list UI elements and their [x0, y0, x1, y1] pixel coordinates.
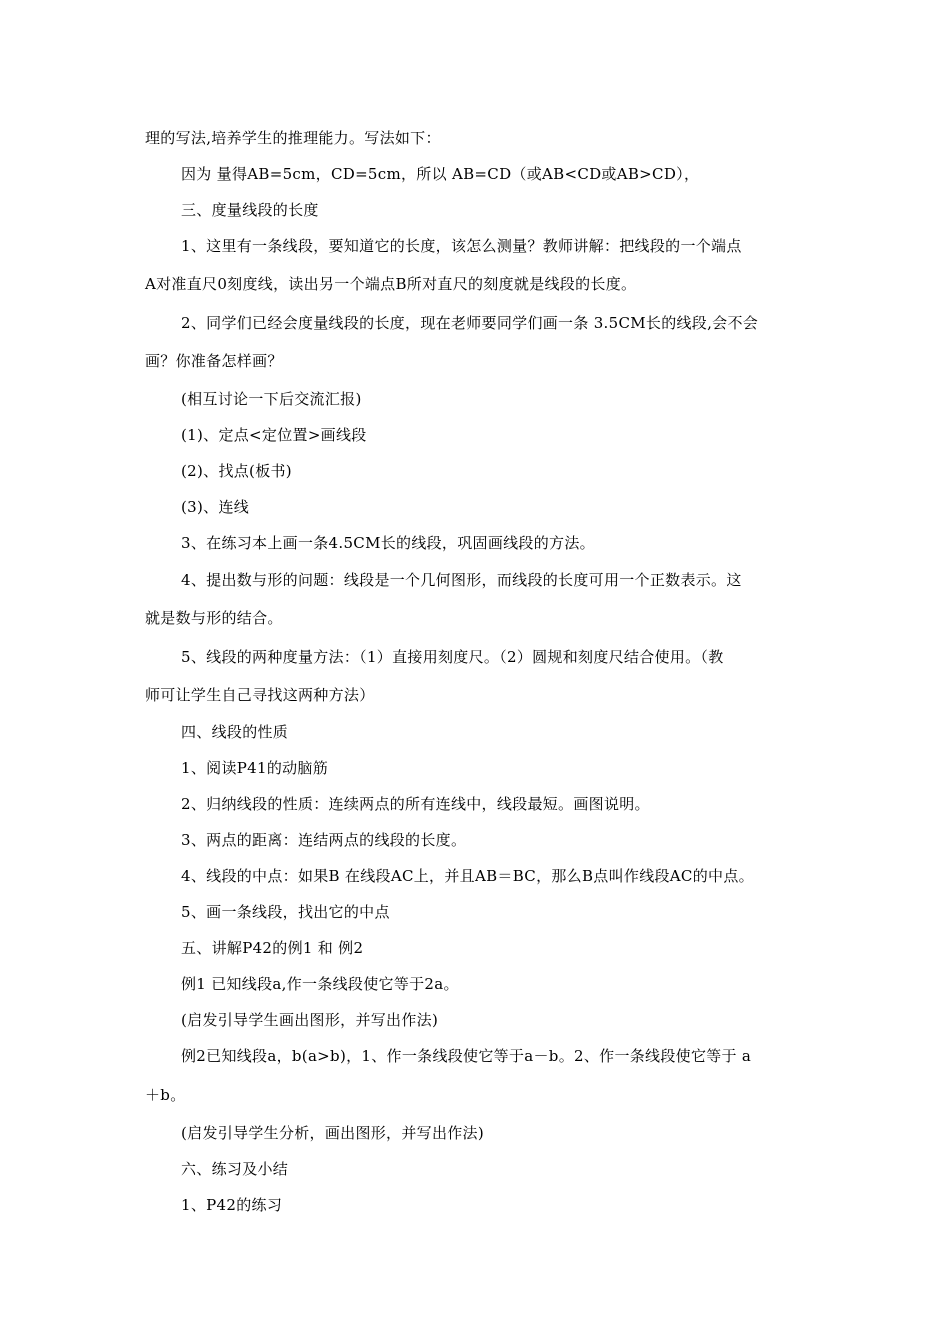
list-item: 1、阅读P41的动脑筋 — [181, 759, 329, 777]
paragraph-line: 3、在练习本上画一条4.5CM长的线段，巩固画线段的方法。 — [181, 534, 595, 552]
section-heading: 五、讲解P42的例1 和 例2 — [181, 939, 364, 957]
paragraph-line: 因为 量得AB=5cm，CD=5cm，所以 AB=CD（或AB<CD或AB>CD）， — [181, 165, 700, 183]
paragraph-line: 就是数与形的结合。 — [145, 609, 283, 627]
paragraph-line: 4、提出数与形的问题：线段是一个几何图形，而线段的长度可用一个正数表示。这 — [181, 571, 742, 589]
list-item: 5、画一条线段，找出它的中点 — [181, 903, 390, 921]
list-item: 3、两点的距离：连结两点的线段的长度。 — [181, 831, 467, 849]
list-item: (1)、定点<定位置>画线段 — [181, 426, 367, 444]
list-item: 1、P42的练习 — [181, 1196, 283, 1214]
list-item: 2、归纳线段的性质：连续两点的所有连线中，线段最短。画图说明。 — [181, 795, 650, 813]
section-heading: 四、线段的性质 — [181, 723, 289, 741]
paragraph-line: 画？你准备怎样画？ — [145, 352, 283, 370]
list-item: 4、线段的中点：如果B 在线段AC上，并且AB＝BC，那么B点叫作线段AC的中点。 — [181, 867, 754, 885]
paragraph-line: 2、同学们已经会度量线段的长度，现在老师要同学们画一条 3.5CM长的线段,会不会 — [181, 314, 759, 332]
section-heading: 三、度量线段的长度 — [181, 201, 319, 219]
list-item: (2)、找点(板书) — [181, 462, 292, 480]
section-heading: 六、练习及小结 — [181, 1160, 289, 1178]
list-item: (3)、连线 — [181, 498, 250, 516]
paragraph-line: 师可让学生自己寻找这两种方法） — [145, 686, 375, 704]
paragraph-line: (启发引导学生分析，画出图形，并写出作法) — [181, 1124, 485, 1142]
paragraph-line: 理的写法,培养学生的推理能力。写法如下： — [145, 129, 441, 147]
paragraph-line: 例1 已知线段a,作一条线段使它等于2a。 — [181, 975, 459, 993]
paragraph-line: 例2已知线段a，b(a>b)，1、作一条线段使它等于a－b。2、作一条线段使它等于 a — [181, 1047, 752, 1065]
paragraph-line: A对准直尺0刻度线，读出另一个端点B所对直尺的刻度就是线段的长度。 — [145, 275, 637, 293]
paragraph-line: 5、线段的两种度量方法：（1）直接用刻度尺。（2）圆规和刻度尺结合使用。（教 — [181, 648, 724, 666]
paragraph-line: ＋b。 — [145, 1086, 186, 1104]
paragraph-line: (启发引导学生画出图形，并写出作法) — [181, 1011, 439, 1029]
paragraph-line: 1、这里有一条线段，要知道它的长度，该怎么测量？教师讲解：把线段的一个端点 — [181, 237, 742, 255]
paragraph-line: (相互讨论一下后交流汇报) — [181, 390, 362, 408]
